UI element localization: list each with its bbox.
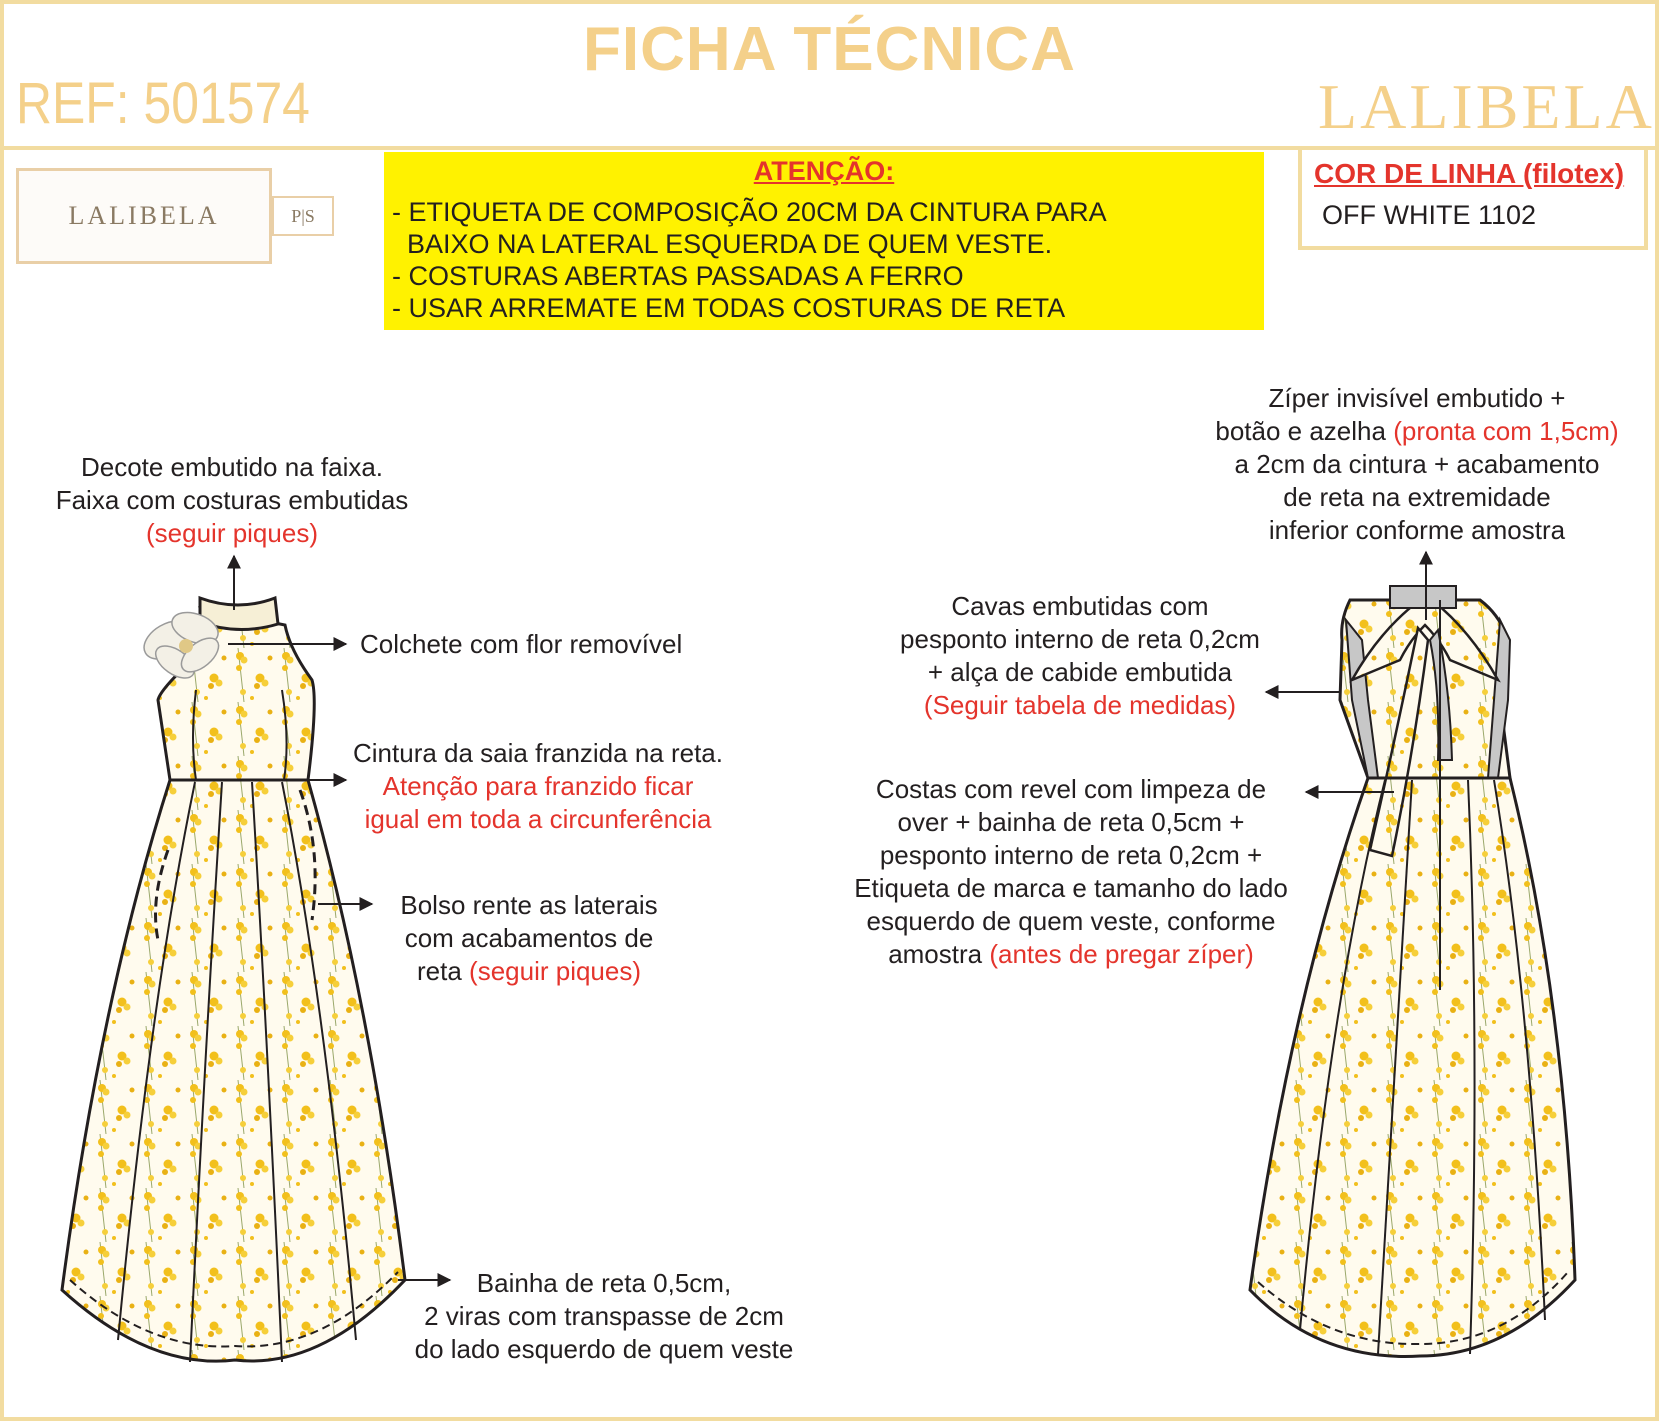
note-neckline: Decote embutido na faixa. Faixa com costuras embutidas (seguir piques) <box>55 452 409 548</box>
attention-line: - ETIQUETA DE COMPOSIÇÃO 20CM DA CINTURA PARA <box>392 197 1107 227</box>
attention-line: - USAR ARREMATE EM TODAS COSTURAS DE RETA <box>392 293 1066 323</box>
reference-code: REF: 501574 <box>16 71 310 136</box>
attention-line: - COSTURAS ABERTAS PASSADAS A FERRO <box>392 261 964 291</box>
note-hem: Bainha de reta 0,5cm, 2 viras com transpasse de 2cm do lado esquerdo de quem veste <box>414 1268 794 1364</box>
brand-logo-text: LALIBELA <box>1318 71 1655 142</box>
attention-title: ATENÇÃO: <box>753 156 895 186</box>
note-waist: Cintura da saia franzida na reta. Atenção para franzido ficar igual em toda a circunferência <box>353 738 723 834</box>
front-dress-drawing <box>62 598 405 1362</box>
label-brand-text: LALIBELA <box>68 201 220 230</box>
page-title: FICHA TÉCNICA <box>583 15 1076 84</box>
note-armholes: Cavas embutidas com pesponto interno de reta 0,2cm + alça de cabide embutida (Seguir tabela de medidas) <box>900 591 1260 720</box>
note-zipper: Zíper invisível embutido + botão e azelha (pronta com 1,5cm) a 2cm da cintura + acabamento de reta na extremidade inferior conforme amostra <box>1215 383 1619 545</box>
note-back: Costas com revel com limpeza de over + bainha de reta 0,5cm + pesponto interno de reta 0,2cm + Etiqueta de marca e tamanho do lado esquerdo de quem veste, conforme amostra (antes de pregar zíper) <box>854 774 1288 969</box>
back-dress-drawing <box>1250 586 1575 1356</box>
back-neck-band <box>1390 586 1456 608</box>
note-pocket: Bolso rente as laterais com acabamentos de reta (seguir piques) <box>400 890 658 986</box>
attention-line: BAIXO NA LATERAL ESQUERDA DE QUEM VESTE. <box>392 229 1053 259</box>
front-skirt <box>62 780 405 1361</box>
thread-color-title: COR DE LINHA (filotex) <box>1314 158 1625 189</box>
thread-color-value: OFF WHITE 1102 <box>1322 200 1537 230</box>
size-tag: P|S <box>272 196 334 236</box>
note-hook: Colchete com flor removível <box>360 629 683 659</box>
